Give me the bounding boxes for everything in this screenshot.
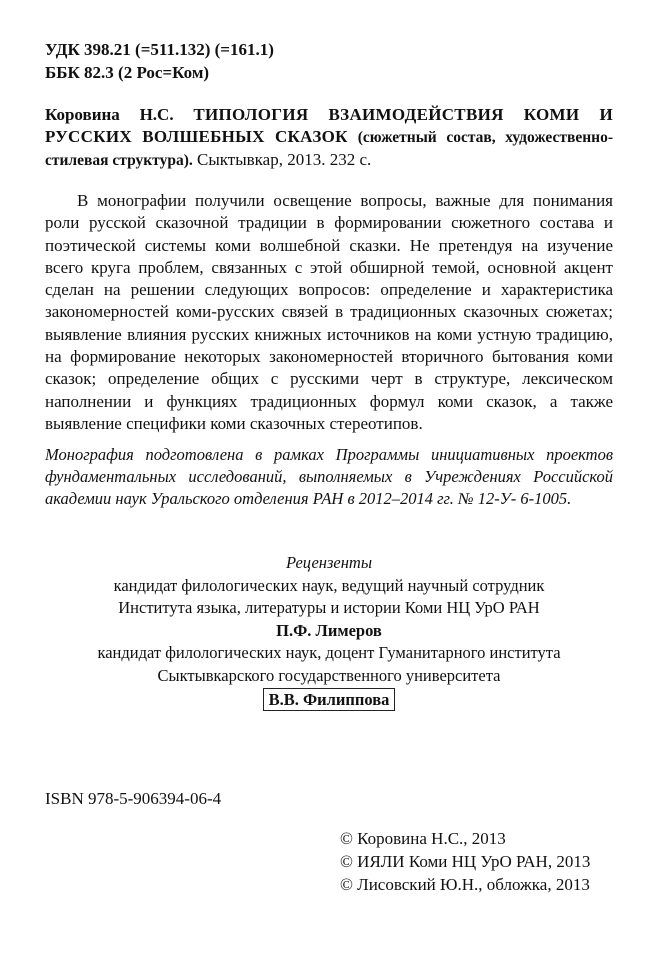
copyright-line: © ИЯЛИ Коми НЦ УрО РАН, 2013 (340, 852, 591, 871)
reviewer2-name: В.В. Филиппова (263, 688, 396, 711)
reviewers-heading: Рецензенты (285, 553, 372, 572)
imprint-info: Сыктывкар, 2013. 232 с. (196, 150, 372, 169)
annotation-paragraph: В монографии получили освещение вопросы, важные для понимания роли русской сказочной традиции в формировании сюжетного состава и поэтической системы коми волшебной сказки. Не претендуя на изучение всего круга проблем, связанных с этой обширной темой, основной акцент сделан на решении следующих вопросов: определение и характеристика закономерностей коми-русских связей в традиционных сказочных сюжетах; выявление влияния русских книжных источников на коми устную традицию, на формирование некоторых закономерностей вторичного бытования коми сказок; определение общих с русскими черт в структуре, лексическом наполнении и функциях традиционных формул коми сказок, а также выявление специфики коми сказочных стереотипов. (45, 191, 613, 433)
reviewer1-title: кандидат филологических наук, ведущий научный сотрудник (113, 575, 545, 595)
isbn-number: ISBN 978-5-906394-06-4 (45, 789, 222, 808)
copyright-block (340, 827, 590, 896)
bbk-code: ББК 82.3 (2 Рос=Ком) (45, 63, 210, 82)
reviewer1-affiliation: Института языка, литературы и истории Коми НЦ УрО РАН (118, 598, 540, 618)
bibliographic-record (45, 104, 613, 172)
copyright-line: © Лисовский Ю.Н., обложка, 2013 (340, 875, 590, 894)
book-title: ТИПОЛОГИЯ ВЗАИМОДЕЙСТВИЯ КОМИ И РУССКИХ ВОЛШЕБНЫХ СКАЗОК (45, 105, 613, 146)
grant-note: Монография подготовлена в рамках Программы инициативных проектов фундаментальных исследований, выполняемых в Учреждениях Российской академии наук Уральского отделения РАН в 2012–2014 гг. № 12-У- 6-1005. (45, 445, 613, 508)
reviewer2-affiliation: Сыктывкарского государственного университета (157, 665, 501, 685)
udc-code: УДК 398.21 (=511.132) (=161.1) (45, 40, 274, 59)
classification-codes (45, 38, 274, 84)
author-name: Коровина Н.С. (45, 105, 174, 124)
reviewer1-name: П.Ф. Лимеров (276, 620, 382, 640)
reviewer2-title: кандидат филологических наук, доцент Гуманитарного института (97, 643, 561, 663)
reviewers-block (45, 552, 613, 711)
copyright-line: © Коровина Н.С., 2013 (340, 829, 506, 848)
book-subtitle: (сюжетный состав, художественно-стилевая структура). (45, 129, 614, 169)
